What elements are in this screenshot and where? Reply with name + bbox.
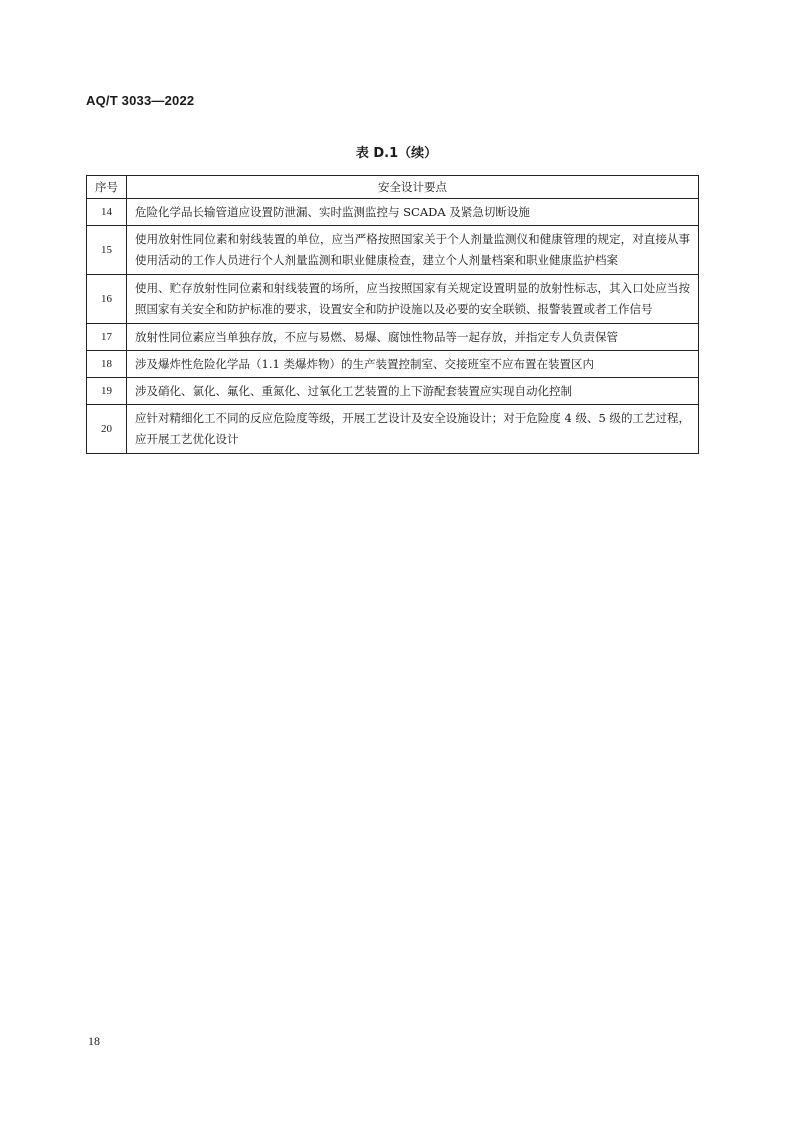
row-number: 14	[87, 199, 127, 226]
table-row	[87, 405, 699, 454]
table-row	[87, 199, 699, 226]
row-number: 17	[87, 324, 127, 351]
row-number: 19	[87, 378, 127, 405]
row-requirement: 应针对精细化工不同的反应危险度等级，开展工艺设计及安全设施设计；对于危险度 4 级、5 级的工艺过程，应开展工艺优化设计	[127, 405, 699, 454]
table-row	[87, 351, 699, 378]
table-row	[87, 226, 699, 275]
table-header-row	[87, 176, 699, 199]
table-row	[87, 275, 699, 324]
column-header-requirement: 安全设计要点	[127, 176, 699, 199]
row-requirement: 使用、贮存放射性同位素和射线装置的场所，应当按照国家有关规定设置明显的放射性标志，其入口处应当按照国家有关安全和防护标准的要求，设置安全和防护设施以及必要的安全联锁、报警装置或者工作信号	[127, 275, 699, 324]
page-number: 18	[88, 1034, 100, 1048]
column-header-number: 序号	[87, 176, 127, 199]
row-number: 18	[87, 351, 127, 378]
table-row	[87, 378, 699, 405]
standard-code: AQ/T 3033—2022	[86, 93, 195, 108]
row-number: 20	[87, 405, 127, 454]
table-title: 表 D.1（续）	[355, 146, 438, 161]
row-requirement: 使用放射性同位素和射线装置的单位，应当严格按照国家关于个人剂量监测仪和健康管理的规定，对直接从事使用活动的工作人员进行个人剂量监测和职业健康检查，建立个人剂量档案和职业健康监护档案	[127, 226, 699, 275]
row-requirement: 涉及硝化、氯化、氟化、重氮化、过氧化工艺装置的上下游配套装置应实现自动化控制	[127, 378, 699, 405]
row-requirement: 涉及爆炸性危险化学品（1.1 类爆炸物）的生产装置控制室、交接班室不应布置在装置区内	[127, 351, 699, 378]
requirements-table	[86, 175, 699, 454]
row-requirement: 放射性同位素应当单独存放，不应与易燃、易爆、腐蚀性物品等一起存放，并指定专人负责保管	[127, 324, 699, 351]
row-number: 16	[87, 275, 127, 324]
row-number: 15	[87, 226, 127, 275]
table-row	[87, 324, 699, 351]
row-requirement: 危险化学品长输管道应设置防泄漏、实时监测监控与 SCADA 及紧急切断设施	[127, 199, 699, 226]
